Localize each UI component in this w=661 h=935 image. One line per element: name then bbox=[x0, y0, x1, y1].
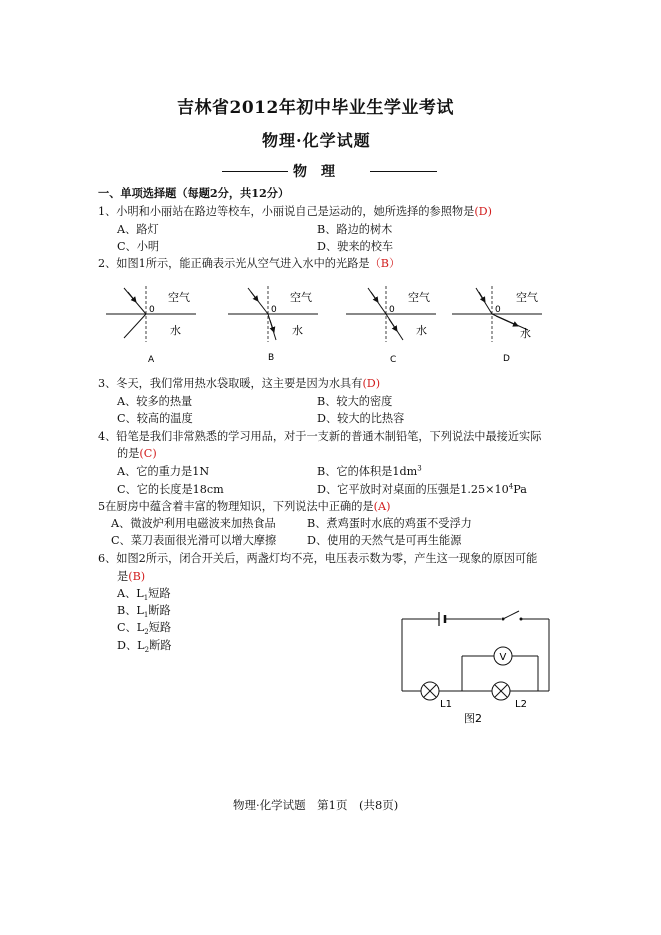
q1-option-b: B、路边的树木 bbox=[317, 223, 393, 236]
q6-option-c-sub: 2 bbox=[144, 628, 149, 637]
section-heading: 一、单项选择题（每题2分，共12分） bbox=[98, 186, 290, 200]
q4-option-d-unit: Pa bbox=[513, 483, 527, 496]
question-6-stem: 6、如图2所示，闭合开关后，两盏灯均不亮，电压表示数为零，产生这一现象的原因可能 bbox=[98, 552, 538, 565]
q3-option-c: C、较高的温度 bbox=[117, 412, 193, 425]
diagram-d bbox=[452, 286, 542, 364]
q3-option-b: B、较大的密度 bbox=[317, 395, 393, 408]
q5-option-a: A、微波炉利用电磁波来加热食品 bbox=[111, 517, 276, 530]
subject-rule-left bbox=[222, 171, 288, 172]
exam-subtitle: 物理·化学试题 bbox=[262, 131, 371, 150]
question-2 bbox=[98, 258, 400, 269]
diagram-b bbox=[228, 286, 318, 363]
voltmeter bbox=[494, 647, 512, 665]
lamp-l1-label: L1 bbox=[440, 699, 452, 710]
question-5-stem: 5在厨房中蕴含着丰富的物理知识，下列说法中正确的是 bbox=[98, 500, 374, 513]
q4-option-d-sup: 4 bbox=[508, 482, 514, 491]
question-3 bbox=[98, 378, 380, 389]
question-1-stem: 1、小明和小丽站在路边等校车，小丽说自己是运动的，她所选择的参照物是 bbox=[98, 205, 475, 218]
subject-rule-right bbox=[370, 171, 437, 172]
q6-option-a-suffix: 短路 bbox=[148, 587, 171, 600]
diagram-c-letter: C bbox=[390, 355, 397, 365]
q3-option-a: A、较多的热量 bbox=[117, 395, 193, 408]
lamp-l2 bbox=[492, 682, 510, 700]
lamp-l2-label: L2 bbox=[515, 699, 527, 710]
q5-option-c: C、菜刀表面很光滑可以增大摩擦 bbox=[111, 534, 277, 547]
figure-2-circuit bbox=[395, 607, 555, 727]
q6-option-c-suffix: 短路 bbox=[148, 621, 172, 634]
q4-option-b-text: B、它的体积是1dm bbox=[317, 465, 418, 478]
q6-option-d bbox=[117, 639, 172, 655]
diagram-c-water: 水 bbox=[416, 324, 427, 337]
q4-option-b bbox=[317, 466, 422, 477]
q4-option-c: C、它的长度是18cm bbox=[117, 483, 224, 496]
question-4-stem2: 的是 bbox=[117, 447, 140, 460]
q3-option-d: D、较大的比热容 bbox=[317, 412, 405, 425]
question-5 bbox=[98, 501, 390, 512]
question-4-answer: (C) bbox=[139, 447, 157, 460]
question-6-stem2: 是 bbox=[117, 570, 129, 583]
q6-option-a-sub: 1 bbox=[143, 594, 149, 603]
question-5-answer: (A) bbox=[373, 500, 391, 513]
voltmeter-label: V bbox=[499, 652, 507, 663]
q6-option-c bbox=[117, 621, 172, 637]
diagram-a-origin: 0 bbox=[149, 305, 155, 315]
question-1 bbox=[98, 206, 492, 217]
figure-2-caption: 图2 bbox=[464, 712, 482, 725]
q6-option-d-sub: 2 bbox=[144, 646, 150, 655]
diagram-a-letter: A bbox=[148, 355, 155, 365]
question-4-stem: 4、铅笔是我们非常熟悉的学习用品，对于一支新的普通木制铅笔，下列说法中最接近实际 bbox=[98, 430, 542, 443]
diagram-b-water: 水 bbox=[292, 324, 303, 337]
subject-heading: 物 理 bbox=[293, 164, 335, 180]
question-6-stem-line2 bbox=[117, 571, 145, 582]
diagram-d-letter: D bbox=[503, 354, 510, 364]
diagram-d-water: 水 bbox=[520, 327, 531, 340]
q6-option-d-prefix: D、L bbox=[117, 639, 145, 652]
diagram-c-origin: 0 bbox=[389, 305, 395, 315]
q6-option-a bbox=[117, 587, 171, 603]
q4-option-d-text: D、它平放时对桌面的压强是1.25×10 bbox=[317, 483, 509, 496]
q1-option-a: A、路灯 bbox=[117, 223, 159, 236]
q1-option-d: D、驶来的校车 bbox=[317, 240, 394, 253]
diagram-b-origin: 0 bbox=[271, 305, 277, 315]
q6-option-b bbox=[117, 604, 171, 620]
diagram-a-air: 空气 bbox=[168, 291, 190, 304]
diagram-b-letter: B bbox=[268, 353, 275, 363]
diagram-d-origin: 0 bbox=[495, 305, 501, 315]
q5-option-b: B、煮鸡蛋时水底的鸡蛋不受浮力 bbox=[307, 517, 472, 530]
question-2-answer: （B） bbox=[369, 257, 401, 270]
q4-option-b-sup: 3 bbox=[417, 464, 422, 473]
lamp-l1 bbox=[421, 682, 439, 700]
diagram-c-air: 空气 bbox=[408, 291, 430, 304]
page-footer: 物理·化学试题 第1页 (共8页) bbox=[233, 798, 399, 812]
q6-option-a-prefix: A、L bbox=[117, 587, 144, 600]
question-2-stem: 2、如图1所示，能正确表示光从空气进入水中的光路是 bbox=[98, 257, 370, 270]
switch-blade bbox=[503, 611, 519, 619]
q6-option-b-prefix: B、L bbox=[117, 604, 144, 617]
q6-option-c-prefix: C、L bbox=[117, 621, 145, 634]
diagram-c bbox=[346, 286, 436, 365]
question-3-answer: (D) bbox=[362, 377, 381, 390]
q5-option-d: D、使用的天然气是可再生能源 bbox=[307, 534, 462, 547]
q6-option-d-suffix: 断路 bbox=[149, 639, 172, 652]
diagram-a-water: 水 bbox=[170, 324, 181, 337]
exam-title: 吉林省2012年初中毕业生学业考试 bbox=[177, 98, 454, 118]
question-4-stem-line2 bbox=[117, 448, 157, 459]
q6-option-b-sub: 1 bbox=[143, 611, 149, 620]
figure-1-light-paths bbox=[100, 282, 560, 372]
q1-option-c: C、小明 bbox=[117, 240, 160, 253]
question-6-answer: (B) bbox=[128, 570, 146, 583]
diagram-b-air: 空气 bbox=[290, 291, 312, 304]
q6-option-b-suffix: 断路 bbox=[148, 604, 171, 617]
q4-option-d bbox=[317, 484, 527, 495]
diagram-a bbox=[106, 286, 196, 365]
question-1-answer: (D) bbox=[474, 205, 493, 218]
q4-option-a: A、它的重力是1N bbox=[117, 465, 210, 478]
question-3-stem: 3、冬天，我们常用热水袋取暖，这主要是因为水具有 bbox=[98, 377, 363, 390]
diagram-d-air: 空气 bbox=[516, 291, 538, 304]
